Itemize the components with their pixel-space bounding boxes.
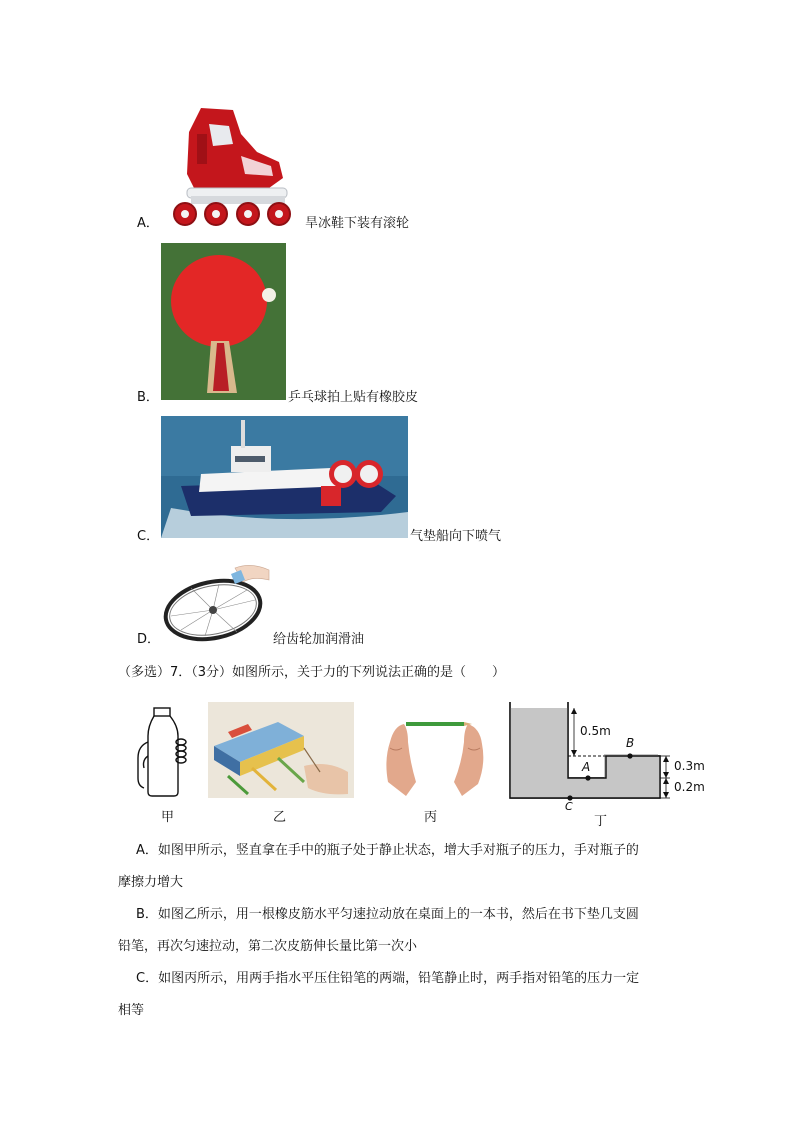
figure-jia-bottle (134, 706, 200, 798)
figure-ding-container-diagram (506, 700, 718, 813)
caption-ding: 丁 (594, 814, 608, 829)
q7-option-c-line2: 相等 (118, 1003, 145, 1018)
inline-skate-image (161, 104, 305, 226)
point-b-label: B (626, 736, 635, 750)
option-b-text: 乒乓球拍上贴有橡胶皮 (288, 390, 419, 405)
option-d-text: 给齿轮加润滑油 (273, 632, 365, 647)
dim-0-2m: 0.2m (674, 780, 705, 794)
caption-bing: 丙 (424, 810, 438, 825)
q7-option-c-line1: C．如图丙所示，用两手指水平压住铅笔的两端，铅笔静止时，两手指对铅笔的压力一定 (136, 971, 640, 986)
bicycle-wheel-image (161, 560, 273, 642)
dim-0-5m: 0.5m (580, 724, 611, 738)
table-tennis-paddle-image (161, 243, 286, 400)
option-a-letter: A． (137, 216, 159, 231)
figure-yi-book-pencils (208, 702, 354, 798)
option-b-letter: B． (137, 390, 159, 405)
q7-option-b-line1: B．如图乙所示，用一根橡皮筋水平匀速拉动放在桌面上的一本书，然后在书下垫几支圆 (136, 907, 639, 922)
option-a-text: 旱冰鞋下装有滚轮 (305, 216, 410, 231)
caption-jia: 甲 (161, 810, 175, 825)
option-d-letter: D． (137, 632, 161, 647)
option-c-text: 气垫船向下喷气 (410, 529, 502, 544)
hovercraft-image (161, 416, 408, 538)
question-7-header: （多选）7．（3分）如图所示，关于力的下列说法正确的是（ ） (118, 665, 506, 680)
caption-yi: 乙 (273, 810, 287, 825)
q7-option-a-line2: 摩擦力增大 (118, 875, 184, 890)
figure-bing-fingers-pencil (376, 712, 492, 798)
dim-0-3m: 0.3m (674, 759, 705, 773)
q7-option-b-line2: 铅笔，再次匀速拉动，第二次皮筋伸长量比第一次小 (118, 939, 418, 954)
option-c-letter: C． (137, 529, 160, 544)
point-c-label: C (565, 800, 573, 813)
point-a-label: A (582, 760, 591, 774)
q7-option-a-line1: A．如图甲所示，竖直拿在手中的瓶子处于静止状态，增大手对瓶子的压力，手对瓶子的 (136, 843, 639, 858)
